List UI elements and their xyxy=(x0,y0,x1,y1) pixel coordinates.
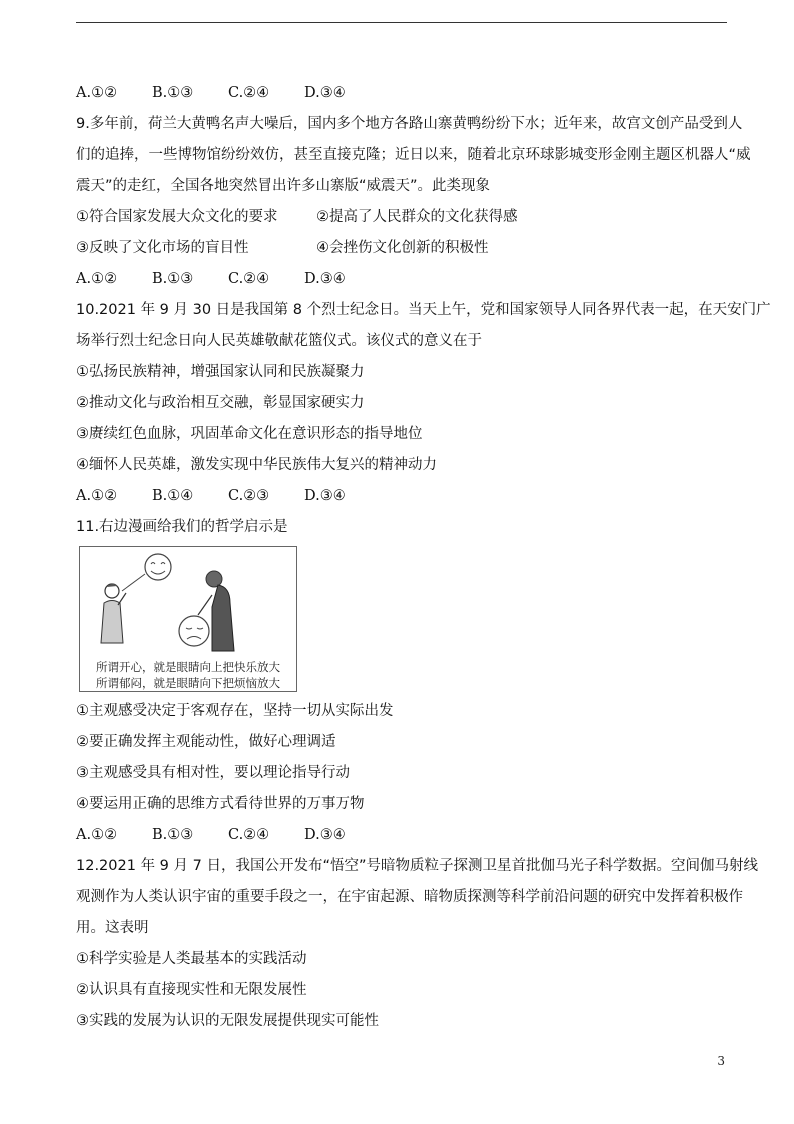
q12-choice-2: ②认识具有直接现实性和无限发展性 xyxy=(76,982,307,998)
q9-choices-row-1 xyxy=(76,202,727,233)
q11-option-a: A.①② xyxy=(76,827,118,843)
page-content xyxy=(76,78,771,1037)
q11-option-c: C.②④ xyxy=(228,827,270,843)
q11-choice-1: ①主观感受决定于客观存在，坚持一切从实际出发 xyxy=(76,703,394,719)
q8-option-b: B.①③ xyxy=(152,85,194,101)
cartoon-caption xyxy=(80,659,296,691)
q10-choice-2: ②推动文化与政治相互交融，彰显国家硬实力 xyxy=(76,395,365,411)
q10-stem-line-2: 场举行烈士纪念日向人民英雄敬献花篮仪式。该仪式的意义在于 xyxy=(76,333,482,349)
q11-choice-4: ④要运用正确的思维方式看待世界的万事万物 xyxy=(76,796,365,812)
q8-option-a: A.①② xyxy=(76,85,118,101)
q9-option-b: B.①③ xyxy=(152,271,194,287)
q10-option-d: D.③④ xyxy=(304,488,346,504)
q11-cartoon xyxy=(79,546,297,692)
q12-stem-line-2: 观测作为人类认识宇宙的重要手段之一，在宇宙起源、暗物质探测等科学前沿问题的研究中发挥着积极作 xyxy=(76,889,743,905)
q10-option-c: C.②③ xyxy=(228,488,270,504)
q9-choice-2: ②提高了人民群众的文化获得感 xyxy=(316,209,518,225)
q9-stem-line-3: 震天”的走红，全国各地突然冒出许多山寨版“威震天”。此类现象 xyxy=(76,178,491,194)
q9-choice-1: ①符合国家发展大众文化的要求 xyxy=(76,209,278,225)
q12-stem-line-1: 12.2021 年 9 月 7 日，我国公开发布“悟空”号暗物质粒子探测卫星首批伽马光子科学数据。空间伽马射线 xyxy=(76,858,758,874)
page-number: 3 xyxy=(717,1054,725,1068)
q10-choice-1: ①弘扬民族精神，增强国家认同和民族凝聚力 xyxy=(76,364,365,380)
q10-option-b: B.①④ xyxy=(152,488,194,504)
q9-options xyxy=(76,264,727,295)
q9-option-d: D.③④ xyxy=(304,271,346,287)
q10-choice-3: ③赓续红色血脉，巩固革命文化在意识形态的指导地位 xyxy=(76,426,423,442)
cartoon-caption-line-1: 所谓开心，就是眼睛向上把快乐放大 xyxy=(96,660,280,674)
q11-choice-3: ③主观感受具有相对性，要以理论指导行动 xyxy=(76,765,350,781)
header-rule xyxy=(76,22,727,23)
q11-choice-2: ②要正确发挥主观能动性，做好心理调适 xyxy=(76,734,336,750)
q8-option-c: C.②④ xyxy=(228,85,270,101)
q11-stem: 11.右边漫画给我们的哲学启示是 xyxy=(76,519,288,535)
q9-choices-row-2 xyxy=(76,233,727,264)
q9-choice-4: ④会挫伤文化创新的积极性 xyxy=(316,240,489,256)
q8-options xyxy=(76,78,727,109)
q10-choice-4: ④缅怀人民英雄，激发实现中华民族伟大复兴的精神动力 xyxy=(76,457,437,473)
q9-option-a: A.①② xyxy=(76,271,118,287)
q10-stem-line-1: 10.2021 年 9 月 30 日是我国第 8 个烈士纪念日。当天上午，党和国家领导人同各界代表一起，在天安门广 xyxy=(76,302,771,318)
q10-options xyxy=(76,481,727,512)
q12-choice-1: ①科学实验是人类最基本的实践活动 xyxy=(76,951,307,967)
cartoon-illustration xyxy=(80,547,296,657)
q9-stem-line-1: 9.多年前，荷兰大黄鸭名声大噪后，国内多个地方各路山寨黄鸭纷纷下水；近年来，故宫文创产品受到人 xyxy=(76,116,743,132)
q11-option-b: B.①③ xyxy=(152,827,194,843)
q8-option-d: D.③④ xyxy=(304,85,346,101)
q12-stem-line-3: 用。这表明 xyxy=(76,920,149,936)
q9-option-c: C.②④ xyxy=(228,271,270,287)
q9-choice-3: ③反映了文化市场的盲目性 xyxy=(76,240,249,256)
cartoon-caption-line-2: 所谓郁闷，就是眼睛向下把烦恼放大 xyxy=(96,676,280,690)
q11-options xyxy=(76,820,727,851)
q11-option-d: D.③④ xyxy=(304,827,346,843)
q12-choice-3: ③实践的发展为认识的无限发展提供现实可能性 xyxy=(76,1013,379,1029)
q10-option-a: A.①② xyxy=(76,488,118,504)
q9-stem-line-2: 们的追捧，一些博物馆纷纷效仿，甚至直接克隆；近日以来，随着北京环球影城变形金刚主题区机器人“威 xyxy=(76,147,751,163)
